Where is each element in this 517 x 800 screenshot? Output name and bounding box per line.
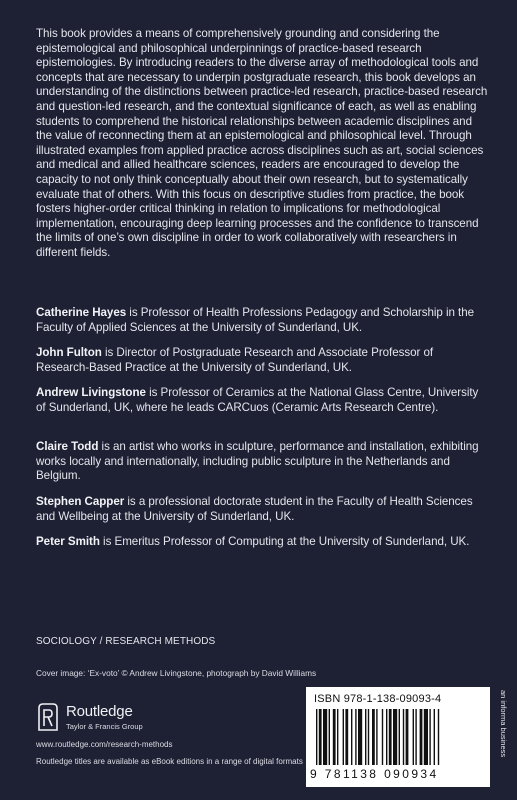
barcode-bar	[413, 709, 414, 765]
barcode-bar	[323, 709, 327, 765]
author-name: John Fulton	[36, 346, 102, 359]
barcode-bar	[333, 709, 336, 765]
author-bio-livingstone	[36, 386, 488, 415]
subject-category: SOCIOLOGY / RESEARCH METHODS	[36, 636, 216, 647]
author-bio-text: is Professor of Ceramics at the National Glass Centre, University of Sunderland, UK, where he leads CARCuos (Ceramic Arts Research Centre).	[36, 386, 479, 414]
barcode-icon	[316, 709, 480, 767]
barcode-bar	[389, 709, 392, 765]
barcode-bar	[365, 709, 366, 765]
barcode-bar	[424, 709, 428, 765]
barcode-bar	[372, 709, 375, 765]
author-bio-text: is a professional doctorate student in the Faculty of Health Sciences and Wellbeing at the University of Sunderland, UK.	[36, 495, 473, 523]
barcode-bar	[319, 709, 322, 765]
author-name: Andrew Livingstone	[36, 386, 146, 399]
author-bio-text: is an artist who works in sculpture, performance and installation, exhibiting works locally and internationally, including public sculpture in the Netherlands and Belgium.	[36, 440, 479, 483]
barcode-bar	[355, 709, 356, 765]
publisher-logo	[36, 700, 196, 740]
publisher-group: Taylor & Francis Group	[66, 722, 143, 731]
barcode-bar	[343, 709, 344, 765]
routledge-logo-icon	[36, 702, 60, 732]
author-name: Stephen Capper	[36, 495, 125, 508]
isbn-number: ISBN 978-1-138-09093-4	[314, 693, 442, 705]
author-bio-fulton	[36, 346, 488, 375]
author-bio-todd	[36, 440, 488, 484]
author-bio-text: is Director of Postgraduate Research and Associate Professor of Research-Based Practice at the University of Sunderland, UK.	[36, 346, 434, 374]
barcode-bar	[429, 709, 430, 765]
barcode-bar	[420, 709, 423, 765]
publisher-url[interactable]: www.routledge.com/research-methods	[36, 740, 173, 749]
barcode-bar	[399, 709, 400, 765]
barcode-bar	[329, 709, 330, 765]
isbn-barcode	[306, 687, 490, 787]
barcode-bar	[393, 709, 397, 765]
book-description: This book provides a means of comprehensively grounding and considering the epistemological and philosophical underpinnings of practice-based research epistemologies. By introducing readers to the diverse array of methodological tools and concepts that are necessary to underpin postgraduate research, this book develops an understanding of the distinctions between practice-led research, practice-based research and question-led research, and the contextual significance of each, as well as enabling students to comprehend the historical relationships between academic disciplines and the value of reconnecting them at an epistemological and philosophical level. Through illustrated examples from applied practice across disciplines such as art, social sciences and medical and allied healthcare sciences, readers are encouraged to develop the capacity to not only think conceptually about their own research, but to systematically evaluate that of others. With this focus on descriptive studies from practice, the book fosters higher-order critical thinking in relation to implications for methodological implementation, encouraging deep learning processes and the confidence to transcend the limits of one’s own discipline in order to work collaboratively with researchers in different fields.	[36, 27, 488, 259]
barcode-bar	[358, 709, 362, 765]
author-name: Claire Todd	[36, 440, 99, 453]
barcode-bar	[403, 709, 404, 765]
barcode-digits: 9 781138 090934	[310, 767, 439, 781]
barcode-bar	[438, 709, 439, 765]
author-bio-text: is Professor of Health Professions Pedagogy and Scholarship in the Faculty of Applied Sciences at the University of Sunderland, UK.	[36, 306, 475, 334]
barcode-bar	[386, 709, 387, 765]
barcode-bar	[415, 709, 416, 765]
author-bio-text: is Emeritus Professor of Computing at the University of Sunderland, UK.	[99, 535, 470, 548]
barcode-bar	[351, 709, 352, 765]
barcode-bar	[368, 709, 369, 765]
author-bio-smith	[36, 535, 488, 550]
barcode-bar	[376, 709, 377, 765]
author-bio-capper	[36, 495, 488, 524]
barcode-bar	[337, 709, 338, 765]
barcode-bar	[406, 709, 409, 765]
barcode-bar	[316, 709, 317, 765]
cover-credit: Cover image: ‘Ex-voto’ © Andrew Livingstone, photograph by David Williams	[36, 668, 317, 678]
informa-business-label: an informa business	[499, 690, 508, 758]
barcode-bar	[345, 709, 348, 765]
ebook-note: Routledge titles are available as eBook editions in a range of digital formats	[36, 757, 303, 766]
author-name: Catherine Hayes	[36, 306, 127, 319]
publisher-name: Routledge	[66, 703, 133, 720]
author-bio-hayes	[36, 306, 488, 335]
author-name: Peter Smith	[36, 535, 100, 548]
barcode-bar	[434, 709, 435, 765]
barcode-bar	[382, 709, 383, 765]
